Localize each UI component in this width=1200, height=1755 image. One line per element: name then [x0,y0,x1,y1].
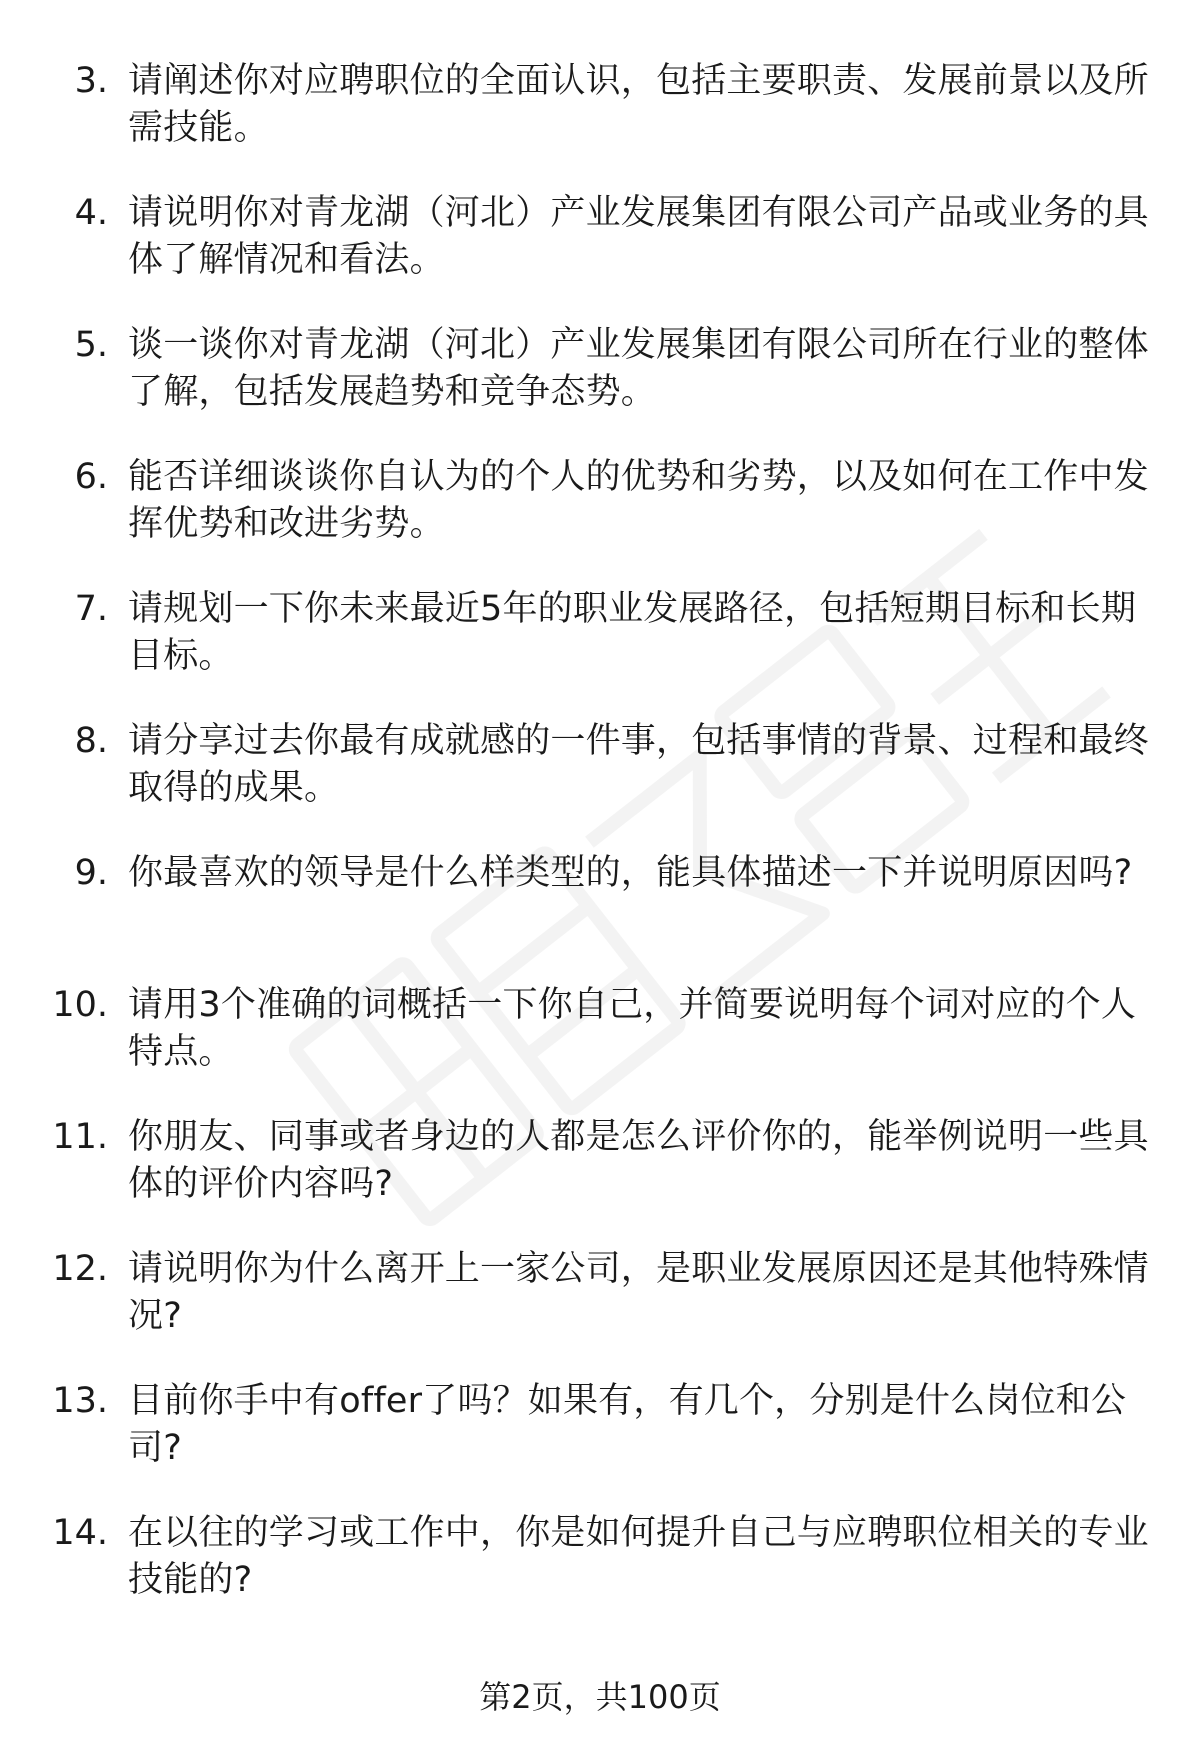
page-number-footer: 第2页，共100页 [479,1678,721,1716]
question-number: 10. [52,985,108,1025]
question-text: 目前你手中有offer了吗？如果有，有几个，分别是什么岗位和公司? [128,1381,1127,1468]
question-list [50,58,1160,1642]
question-number: 5. [74,325,108,365]
question-item [50,982,1160,1114]
question-number: 13. [52,1381,108,1421]
question-item [50,586,1160,718]
question-text: 在以往的学习或工作中，你是如何提升自己与应聘职位相关的专业技能的? [128,1513,1149,1600]
question-text: 请规划一下你未来最近5年的职业发展路径，包括短期目标和长期目标。 [128,589,1137,676]
question-text: 你最喜欢的领导是什么样类型的，能具体描述一下并说明原因吗? [128,853,1133,893]
question-text: 请说明你为什么离开上一家公司，是职业发展原因还是其他特殊情况? [128,1249,1149,1336]
question-text: 请阐述你对应聘职位的全面认识，包括主要职责、发展前景以及所需技能。 [128,61,1149,148]
question-item [50,1246,1160,1378]
question-text: 请分享过去你最有成就感的一件事，包括事情的背景、过程和最终取得的成果。 [128,721,1149,808]
question-text: 请用3个准确的词概括一下你自己，并简要说明每个词对应的个人特点。 [128,985,1137,1072]
question-number: 11. [52,1117,108,1157]
question-number: 3. [74,61,108,101]
question-item [50,1510,1160,1642]
question-number: 4. [74,193,108,233]
question-number: 8. [74,721,108,761]
question-number: 14. [52,1513,108,1553]
question-item [50,190,1160,322]
question-item [50,454,1160,586]
question-item [50,1378,1160,1510]
question-item [50,718,1160,850]
question-number: 7. [74,589,108,629]
question-item [50,1114,1160,1246]
question-number: 9. [74,853,108,893]
question-item [50,58,1160,190]
question-text: 请说明你对青龙湖（河北）产业发展集团有限公司产品或业务的具体了解情况和看法。 [128,193,1149,280]
question-number: 6. [74,457,108,497]
question-text: 你朋友、同事或者身边的人都是怎么评价你的，能举例说明一些具体的评价内容吗? [128,1117,1149,1204]
question-text: 谈一谈你对青龙湖（河北）产业发展集团有限公司所在行业的整体了解，包括发展趋势和竞争态势。 [128,325,1149,412]
question-text: 能否详细谈谈你自认为的个人的优势和劣势，以及如何在工作中发挥优势和改进劣势。 [128,457,1149,544]
question-item [50,850,1160,982]
question-number: 12. [52,1249,108,1289]
question-item [50,322,1160,454]
